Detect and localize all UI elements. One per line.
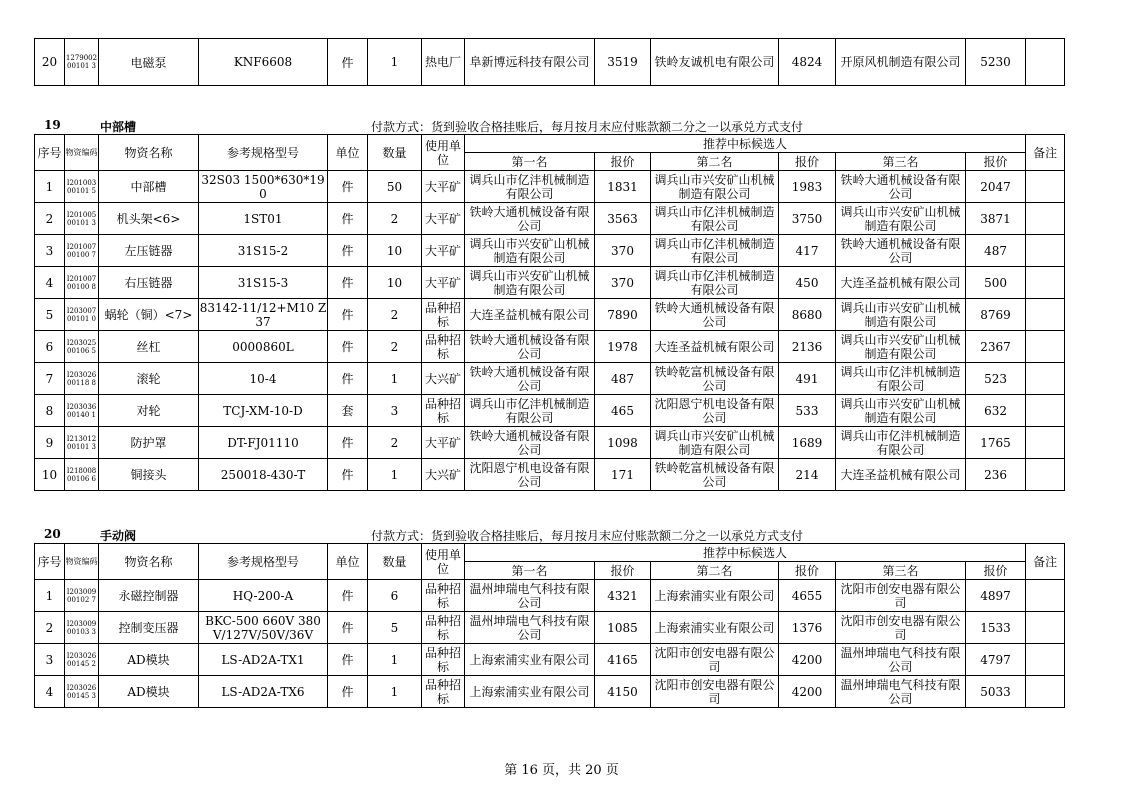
third-candidate: 开原风机制造有限公司 xyxy=(836,39,966,86)
header-unit: 单位 xyxy=(328,135,368,171)
material-code: I20100500101 3 xyxy=(65,203,99,235)
unit: 件 xyxy=(328,459,368,491)
first-candidate: 铁岭大通机械设备有限公司 xyxy=(465,203,595,235)
material-name: 永磁控制器 xyxy=(99,580,199,612)
spec-model: LS-AD2A-TX1 xyxy=(199,644,328,676)
material-name: 控制变压器 xyxy=(99,612,199,644)
spec-model: HQ-200-A xyxy=(199,580,328,612)
header-first: 第一名 xyxy=(465,562,595,580)
material-code: I20302600145 2 xyxy=(65,644,99,676)
material-name: 防护罩 xyxy=(99,427,199,459)
third-candidate: 调兵山市兴安矿山机械制造有限公司 xyxy=(836,395,966,427)
third-price: 1765 xyxy=(966,427,1026,459)
header-recommend: 推荐中标候选人 xyxy=(465,135,1026,153)
unit: 件 xyxy=(328,644,368,676)
spec-model: 10-4 xyxy=(199,363,328,395)
table-row xyxy=(35,299,1065,331)
section-number: 20 xyxy=(44,527,61,541)
quantity: 6 xyxy=(368,580,422,612)
third-candidate: 调兵山市兴安矿山机械制造有限公司 xyxy=(836,299,966,331)
quantity: 10 xyxy=(368,267,422,299)
header-first: 第一名 xyxy=(465,153,595,171)
table-row xyxy=(35,39,1065,86)
table-row xyxy=(35,676,1065,708)
third-candidate: 温州坤瑞电气科技有限公司 xyxy=(836,676,966,708)
table-row xyxy=(35,203,1065,235)
row-number: 5 xyxy=(35,299,65,331)
user-unit: 大平矿 xyxy=(422,427,465,459)
second-price: 4655 xyxy=(779,580,836,612)
header-name: 物资名称 xyxy=(99,544,199,580)
material-name: AD模块 xyxy=(99,676,199,708)
second-candidate: 上海索浦实业有限公司 xyxy=(651,612,779,644)
second-candidate: 上海索浦实业有限公司 xyxy=(651,580,779,612)
user-unit: 大平矿 xyxy=(422,171,465,203)
header-name: 物资名称 xyxy=(99,135,199,171)
second-price: 491 xyxy=(779,363,836,395)
first-price: 4150 xyxy=(595,676,651,708)
third-candidate: 调兵山市亿沣机械制造有限公司 xyxy=(836,363,966,395)
third-price: 236 xyxy=(966,459,1026,491)
header-third: 第三名 xyxy=(836,153,966,171)
second-price: 1983 xyxy=(779,171,836,203)
remark-cell xyxy=(1026,612,1065,644)
user-unit: 大兴矿 xyxy=(422,363,465,395)
header-qty: 数量 xyxy=(368,135,422,171)
third-candidate: 温州坤瑞电气科技有限公司 xyxy=(836,644,966,676)
first-candidate: 沈阳恩宁机电设备有限公司 xyxy=(465,459,595,491)
section-number: 19 xyxy=(44,118,61,132)
row-number: 7 xyxy=(35,363,65,395)
unit: 件 xyxy=(328,171,368,203)
second-price: 214 xyxy=(779,459,836,491)
first-candidate: 温州坤瑞电气科技有限公司 xyxy=(465,580,595,612)
first-price: 1085 xyxy=(595,612,651,644)
header-price: 报价 xyxy=(779,562,836,580)
spec-model: 32S03 1500*630*190 xyxy=(199,171,328,203)
unit: 套 xyxy=(328,395,368,427)
header-second: 第二名 xyxy=(651,562,779,580)
material-name: 右压链器 xyxy=(99,267,199,299)
third-candidate: 调兵山市兴安矿山机械制造有限公司 xyxy=(836,203,966,235)
header-spec: 参考规格型号 xyxy=(199,544,328,580)
first-price: 3519 xyxy=(595,39,651,86)
user-unit: 热电厂 xyxy=(422,39,465,86)
header-price: 报价 xyxy=(966,562,1026,580)
unit: 件 xyxy=(328,363,368,395)
first-price: 370 xyxy=(595,235,651,267)
third-price: 8769 xyxy=(966,299,1026,331)
header-user: 使用单位 xyxy=(422,544,465,580)
second-price: 417 xyxy=(779,235,836,267)
material-name: 中部槽 xyxy=(99,171,199,203)
material-code: I20300900102 7 xyxy=(65,580,99,612)
quantity: 2 xyxy=(368,203,422,235)
second-candidate: 调兵山市兴安矿山机械制造有限公司 xyxy=(651,171,779,203)
second-price: 1376 xyxy=(779,612,836,644)
material-code: I20302500106 5 xyxy=(65,331,99,363)
table-row xyxy=(35,267,1065,299)
second-candidate: 调兵山市亿沣机械制造有限公司 xyxy=(651,235,779,267)
material-code: 127900200101 3 xyxy=(65,39,99,86)
first-price: 7890 xyxy=(595,299,651,331)
quantity: 2 xyxy=(368,427,422,459)
remark-cell xyxy=(1026,580,1065,612)
remark-cell xyxy=(1026,363,1065,395)
remark-cell xyxy=(1026,171,1065,203)
unit: 件 xyxy=(328,299,368,331)
first-price: 171 xyxy=(595,459,651,491)
page-footer: 第 16 页，共 20 页 xyxy=(504,763,619,778)
quantity: 1 xyxy=(368,676,422,708)
unit: 件 xyxy=(328,427,368,459)
row-number: 3 xyxy=(35,644,65,676)
table-row xyxy=(35,235,1065,267)
spec-model: BKC-500 660V 380V/127V/50V/36V xyxy=(199,612,328,644)
user-unit: 品种招标 xyxy=(422,676,465,708)
row-number: 2 xyxy=(35,612,65,644)
section-20-heading xyxy=(34,525,1064,543)
material-code: I20302600145 3 xyxy=(65,676,99,708)
row-number: 2 xyxy=(35,203,65,235)
spec-model: 0000860L xyxy=(199,331,328,363)
quantity: 3 xyxy=(368,395,422,427)
first-price: 465 xyxy=(595,395,651,427)
row-number: 1 xyxy=(35,580,65,612)
material-code: I20303600140 1 xyxy=(65,395,99,427)
third-price: 1533 xyxy=(966,612,1026,644)
second-candidate: 铁岭友诚机电有限公司 xyxy=(651,39,779,86)
material-code: I20300700101 0 xyxy=(65,299,99,331)
first-candidate: 调兵山市兴安矿山机械制造有限公司 xyxy=(465,267,595,299)
first-price: 4321 xyxy=(595,580,651,612)
header-recommend: 推荐中标候选人 xyxy=(465,544,1026,562)
second-candidate: 调兵山市兴安矿山机械制造有限公司 xyxy=(651,427,779,459)
row-number: 3 xyxy=(35,235,65,267)
second-price: 533 xyxy=(779,395,836,427)
row-number: 4 xyxy=(35,676,65,708)
user-unit: 品种招标 xyxy=(422,299,465,331)
quantity: 2 xyxy=(368,299,422,331)
remark-cell xyxy=(1026,395,1065,427)
header-remark: 备注 xyxy=(1026,135,1065,171)
user-unit: 品种招标 xyxy=(422,644,465,676)
spec-model: 83142-11/12+M10 Z37 xyxy=(199,300,327,329)
third-price: 2367 xyxy=(966,331,1026,363)
second-candidate: 铁岭乾富机械设备有限公司 xyxy=(651,363,779,395)
header-spec: 参考规格型号 xyxy=(199,135,328,171)
header-remark: 备注 xyxy=(1026,544,1065,580)
second-price: 1689 xyxy=(779,427,836,459)
quantity: 10 xyxy=(368,235,422,267)
spec-model: DT-FJ01110 xyxy=(199,427,328,459)
quantity: 1 xyxy=(368,363,422,395)
material-name: 蜗轮（铜）<7> xyxy=(99,299,199,331)
remark-cell xyxy=(1026,427,1065,459)
material-name: 铜接头 xyxy=(99,459,199,491)
second-price: 4824 xyxy=(779,39,836,86)
section-20-table xyxy=(34,543,1065,708)
first-candidate: 铁岭大通机械设备有限公司 xyxy=(465,427,595,459)
section-title: 中部槽 xyxy=(100,120,137,134)
remark-cell xyxy=(1026,299,1065,331)
remark-cell xyxy=(1026,644,1065,676)
section-19-heading xyxy=(34,116,1064,134)
first-candidate: 温州坤瑞电气科技有限公司 xyxy=(465,612,595,644)
second-candidate: 沈阳市创安电器有限公司 xyxy=(651,644,779,676)
first-candidate: 大连圣益机械有限公司 xyxy=(465,299,595,331)
second-price: 4200 xyxy=(779,676,836,708)
material-code: I21800800106 6 xyxy=(65,459,99,491)
user-unit: 品种招标 xyxy=(422,331,465,363)
first-candidate: 调兵山市亿沣机械制造有限公司 xyxy=(465,171,595,203)
unit: 件 xyxy=(328,612,368,644)
remark-cell xyxy=(1026,203,1065,235)
user-unit: 大平矿 xyxy=(422,267,465,299)
third-price: 5033 xyxy=(966,676,1026,708)
row-number: 10 xyxy=(35,459,65,491)
first-price: 1098 xyxy=(595,427,651,459)
third-candidate: 调兵山市亿沣机械制造有限公司 xyxy=(836,427,966,459)
first-price: 487 xyxy=(595,363,651,395)
second-candidate: 调兵山市亿沣机械制造有限公司 xyxy=(651,203,779,235)
second-candidate: 沈阳市创安电器有限公司 xyxy=(651,676,779,708)
material-name: AD模块 xyxy=(99,644,199,676)
first-candidate: 调兵山市亿沣机械制造有限公司 xyxy=(465,395,595,427)
table-row xyxy=(35,395,1065,427)
first-price: 1831 xyxy=(595,171,651,203)
second-price: 4200 xyxy=(779,644,836,676)
header-price: 报价 xyxy=(779,153,836,171)
row-number: 4 xyxy=(35,267,65,299)
third-price: 4897 xyxy=(966,580,1026,612)
table-row xyxy=(35,459,1065,491)
third-candidate: 沈阳市创安电器有限公司 xyxy=(836,580,966,612)
header-price: 报价 xyxy=(595,153,651,171)
row-number: 20 xyxy=(35,39,65,86)
material-name: 电磁泵 xyxy=(99,39,199,86)
remark-cell xyxy=(1026,39,1065,86)
second-price: 450 xyxy=(779,267,836,299)
material-code: I21301200101 3 xyxy=(65,427,99,459)
second-price: 3750 xyxy=(779,203,836,235)
third-price: 2047 xyxy=(966,171,1026,203)
material-name: 滚轮 xyxy=(99,363,199,395)
third-candidate: 调兵山市兴安矿山机械制造有限公司 xyxy=(836,331,966,363)
third-price: 5230 xyxy=(966,39,1026,86)
header-price: 报价 xyxy=(966,153,1026,171)
user-unit: 大平矿 xyxy=(422,235,465,267)
material-code: I20100700100 7 xyxy=(65,235,99,267)
first-price: 1978 xyxy=(595,331,651,363)
second-candidate: 铁岭乾富机械设备有限公司 xyxy=(651,459,779,491)
first-candidate: 上海索浦实业有限公司 xyxy=(465,676,595,708)
row-number: 6 xyxy=(35,331,65,363)
header-qty: 数量 xyxy=(368,544,422,580)
table-row xyxy=(35,331,1065,363)
unit: 件 xyxy=(328,267,368,299)
first-candidate: 铁岭大通机械设备有限公司 xyxy=(465,331,595,363)
spec-model: 31S15-2 xyxy=(199,235,328,267)
spec-model: KNF6608 xyxy=(199,39,328,86)
user-unit: 品种招标 xyxy=(422,395,465,427)
quantity: 1 xyxy=(368,644,422,676)
first-candidate: 上海索浦实业有限公司 xyxy=(465,644,595,676)
material-name: 左压链器 xyxy=(99,235,199,267)
material-code: I20100700100 8 xyxy=(65,267,99,299)
remark-cell xyxy=(1026,676,1065,708)
first-price: 3563 xyxy=(595,203,651,235)
third-price: 3871 xyxy=(966,203,1026,235)
first-candidate: 铁岭大通机械设备有限公司 xyxy=(465,363,595,395)
user-unit: 品种招标 xyxy=(422,612,465,644)
third-price: 487 xyxy=(966,235,1026,267)
header-third: 第三名 xyxy=(836,562,966,580)
unit: 件 xyxy=(328,580,368,612)
header-second: 第二名 xyxy=(651,153,779,171)
third-candidate: 大连圣益机械有限公司 xyxy=(836,459,966,491)
header-code: 物资编码 xyxy=(65,544,99,580)
material-code: I20302600118 8 xyxy=(65,363,99,395)
third-price: 500 xyxy=(966,267,1026,299)
first-price: 370 xyxy=(595,267,651,299)
remark-cell xyxy=(1026,459,1065,491)
third-price: 4797 xyxy=(966,644,1026,676)
header-seq: 序号 xyxy=(35,544,65,580)
unit: 件 xyxy=(328,235,368,267)
third-price: 523 xyxy=(966,363,1026,395)
user-unit: 品种招标 xyxy=(422,580,465,612)
second-price: 2136 xyxy=(779,331,836,363)
payment-terms: 付款方式：货到验收合格挂账后，每月按月末应付账款额二分之一以承兑方式支付 xyxy=(371,529,804,543)
quantity: 5 xyxy=(368,612,422,644)
table-row xyxy=(35,644,1065,676)
table-row xyxy=(35,612,1065,644)
payment-terms: 付款方式：货到验收合格挂账后，每月按月末应付账款额二分之一以承兑方式支付 xyxy=(371,120,804,134)
first-candidate: 调兵山市兴安矿山机械制造有限公司 xyxy=(465,235,595,267)
remark-cell xyxy=(1026,331,1065,363)
unit: 件 xyxy=(328,39,368,86)
spec-model: TCJ-XM-10-D xyxy=(199,395,328,427)
remark-cell xyxy=(1026,267,1065,299)
header-unit: 单位 xyxy=(328,544,368,580)
unit: 件 xyxy=(328,203,368,235)
quantity: 1 xyxy=(368,39,422,86)
third-candidate: 铁岭大通机械设备有限公司 xyxy=(836,235,966,267)
table-row xyxy=(35,580,1065,612)
first-candidate: 阜新博远科技有限公司 xyxy=(465,39,595,86)
spec-model: 250018-430-T xyxy=(199,459,328,491)
quantity: 1 xyxy=(368,459,422,491)
user-unit: 大兴矿 xyxy=(422,459,465,491)
second-candidate: 调兵山市亿沣机械制造有限公司 xyxy=(651,267,779,299)
spec-model: 1ST01 xyxy=(199,203,328,235)
material-code: I20300900103 3 xyxy=(65,612,99,644)
material-name: 对轮 xyxy=(99,395,199,427)
header-seq: 序号 xyxy=(35,135,65,171)
material-name: 丝杠 xyxy=(99,331,199,363)
quantity: 2 xyxy=(368,331,422,363)
row-number: 1 xyxy=(35,171,65,203)
second-price: 8680 xyxy=(779,299,836,331)
third-candidate: 大连圣益机械有限公司 xyxy=(836,267,966,299)
second-candidate: 沈阳恩宁机电设备有限公司 xyxy=(651,395,779,427)
second-candidate: 大连圣益机械有限公司 xyxy=(651,331,779,363)
first-price: 4165 xyxy=(595,644,651,676)
row-number: 9 xyxy=(35,427,65,459)
unit: 件 xyxy=(328,331,368,363)
user-unit: 大平矿 xyxy=(422,203,465,235)
table-row xyxy=(35,427,1065,459)
section-title: 手动阀 xyxy=(100,529,137,543)
remark-cell xyxy=(1026,235,1065,267)
third-candidate: 铁岭大通机械设备有限公司 xyxy=(836,171,966,203)
quantity: 50 xyxy=(368,171,422,203)
header-user: 使用单位 xyxy=(422,135,465,171)
spec-model: 31S15-3 xyxy=(199,267,328,299)
header-price: 报价 xyxy=(595,562,651,580)
table-row xyxy=(35,171,1065,203)
header-code: 物资编码 xyxy=(65,135,99,171)
section-19-table xyxy=(34,134,1065,491)
third-price: 632 xyxy=(966,395,1026,427)
second-candidate: 铁岭大通机械设备有限公司 xyxy=(651,299,779,331)
material-code: I20100300101 5 xyxy=(65,171,99,203)
spec-model: LS-AD2A-TX6 xyxy=(199,676,328,708)
table-row xyxy=(35,363,1065,395)
carry-over-table xyxy=(34,38,1065,86)
row-number: 8 xyxy=(35,395,65,427)
third-candidate: 沈阳市创安电器有限公司 xyxy=(836,612,966,644)
material-name: 机头架<6> xyxy=(99,203,199,235)
unit: 件 xyxy=(328,676,368,708)
